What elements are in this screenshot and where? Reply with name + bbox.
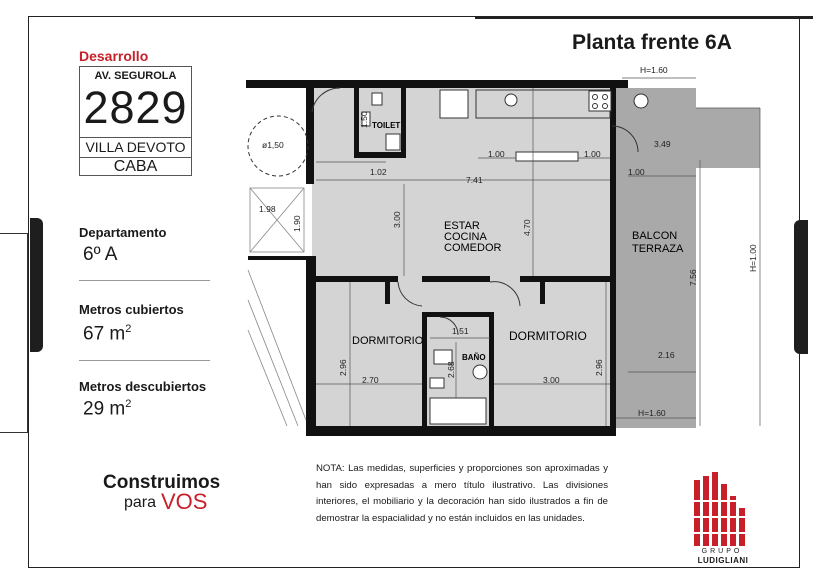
room-label-bedroom-left: DORMITORIO: [352, 335, 424, 347]
dim-100a: 1.00: [488, 149, 505, 159]
uncovered-exponent: 2: [125, 398, 132, 410]
uncovered-amount: 29 m: [83, 398, 126, 420]
dim-270: 2.70: [362, 375, 379, 385]
bidet: [430, 378, 444, 388]
fridge: [440, 90, 468, 118]
dim-h-top: H=1.60: [640, 65, 668, 75]
dim-756: 7.56: [688, 269, 698, 286]
bathtub: [430, 398, 486, 424]
dim-300v: 3.00: [392, 211, 402, 228]
bath-toilet: [473, 365, 487, 379]
sink-icon: [505, 94, 517, 106]
street-name: AV. SEGUROLA: [94, 70, 177, 82]
room-label-toilet: TOILET: [372, 121, 401, 130]
room-label-bedroom-right: DORMITORIO: [509, 329, 587, 343]
covered-exponent: 2: [125, 323, 132, 335]
dim-190: 1.90: [292, 215, 302, 232]
dim-circle: ø1,50: [262, 140, 284, 150]
dim-741: 7.41: [466, 175, 483, 185]
dim-349: 3.49: [654, 139, 671, 149]
room-label-terrace: TERRAZA: [632, 243, 684, 255]
dim-102: 1.02: [370, 167, 387, 177]
dim-216: 2.16: [658, 350, 675, 360]
neighborhood: VILLA DEVOTO: [85, 139, 186, 155]
room-label-balcony: BALCON: [632, 230, 678, 242]
toilet-bowl: [372, 93, 382, 105]
dim-296b: 2.96: [594, 359, 604, 376]
disclaimer-note: NOTA: Las medidas, superficies y proporciones son aproximadas y han sido expresadas a mero título ilustrativo. Las divisiones interiores, el mobiliario y la decoración han sido ilustrados a fin de demostrar la espacialidad y no están incluidos en las unidades.: [316, 463, 608, 524]
hall-area: [248, 88, 312, 256]
dim-150: 1.50: [359, 111, 369, 128]
covered-label: Metros cubiertos: [79, 302, 184, 317]
room-label-dining: COMEDOR: [444, 242, 502, 254]
covered-amount: 67 m: [83, 323, 126, 345]
dim-300h: 3.00: [543, 375, 560, 385]
dim-198: 1.98: [259, 204, 276, 214]
room-label-bath: BAÑO: [462, 353, 486, 362]
slogan-line2-prefix: para: [124, 494, 157, 511]
company-logo: [690, 470, 754, 546]
logo-text-name: LUDIGLIANI: [697, 556, 749, 565]
room-label-kitchen: COCINA: [444, 231, 487, 243]
dim-151: 1.51: [452, 326, 469, 336]
city: CABA: [113, 158, 158, 175]
dim-268: 2.68: [446, 361, 456, 378]
apartment-label: Departamento: [79, 225, 167, 240]
room-label-living: ESTAR: [444, 220, 480, 232]
stove-icon: [589, 91, 611, 111]
balcony-extension: [696, 108, 760, 168]
apartment-value: 6º A: [83, 244, 118, 265]
dim-470: 4.70: [522, 219, 532, 236]
logo-text-group: GRUPO: [701, 548, 743, 555]
street-number: 2829: [83, 82, 188, 133]
dim-100b: 1.00: [584, 149, 601, 159]
kitchen-island: [516, 152, 578, 161]
sink-fixture: [386, 134, 400, 150]
dim-h-side: H=1.00: [748, 244, 758, 272]
uncovered-label: Metros descubiertos: [79, 379, 207, 394]
dim-296a: 2.96: [338, 359, 348, 376]
dim-h-bottom: H=1.60: [638, 408, 666, 418]
dim-100c: 1.00: [628, 167, 645, 177]
plan-title: Planta frente 6A: [572, 31, 732, 54]
slogan-line2-highlight: VOS: [161, 489, 208, 514]
corridor-hatch: [248, 270, 306, 426]
slogan-line1: Construimos: [103, 472, 221, 493]
developer-label: Desarrollo: [79, 48, 149, 64]
laundry-icon: [634, 94, 648, 108]
